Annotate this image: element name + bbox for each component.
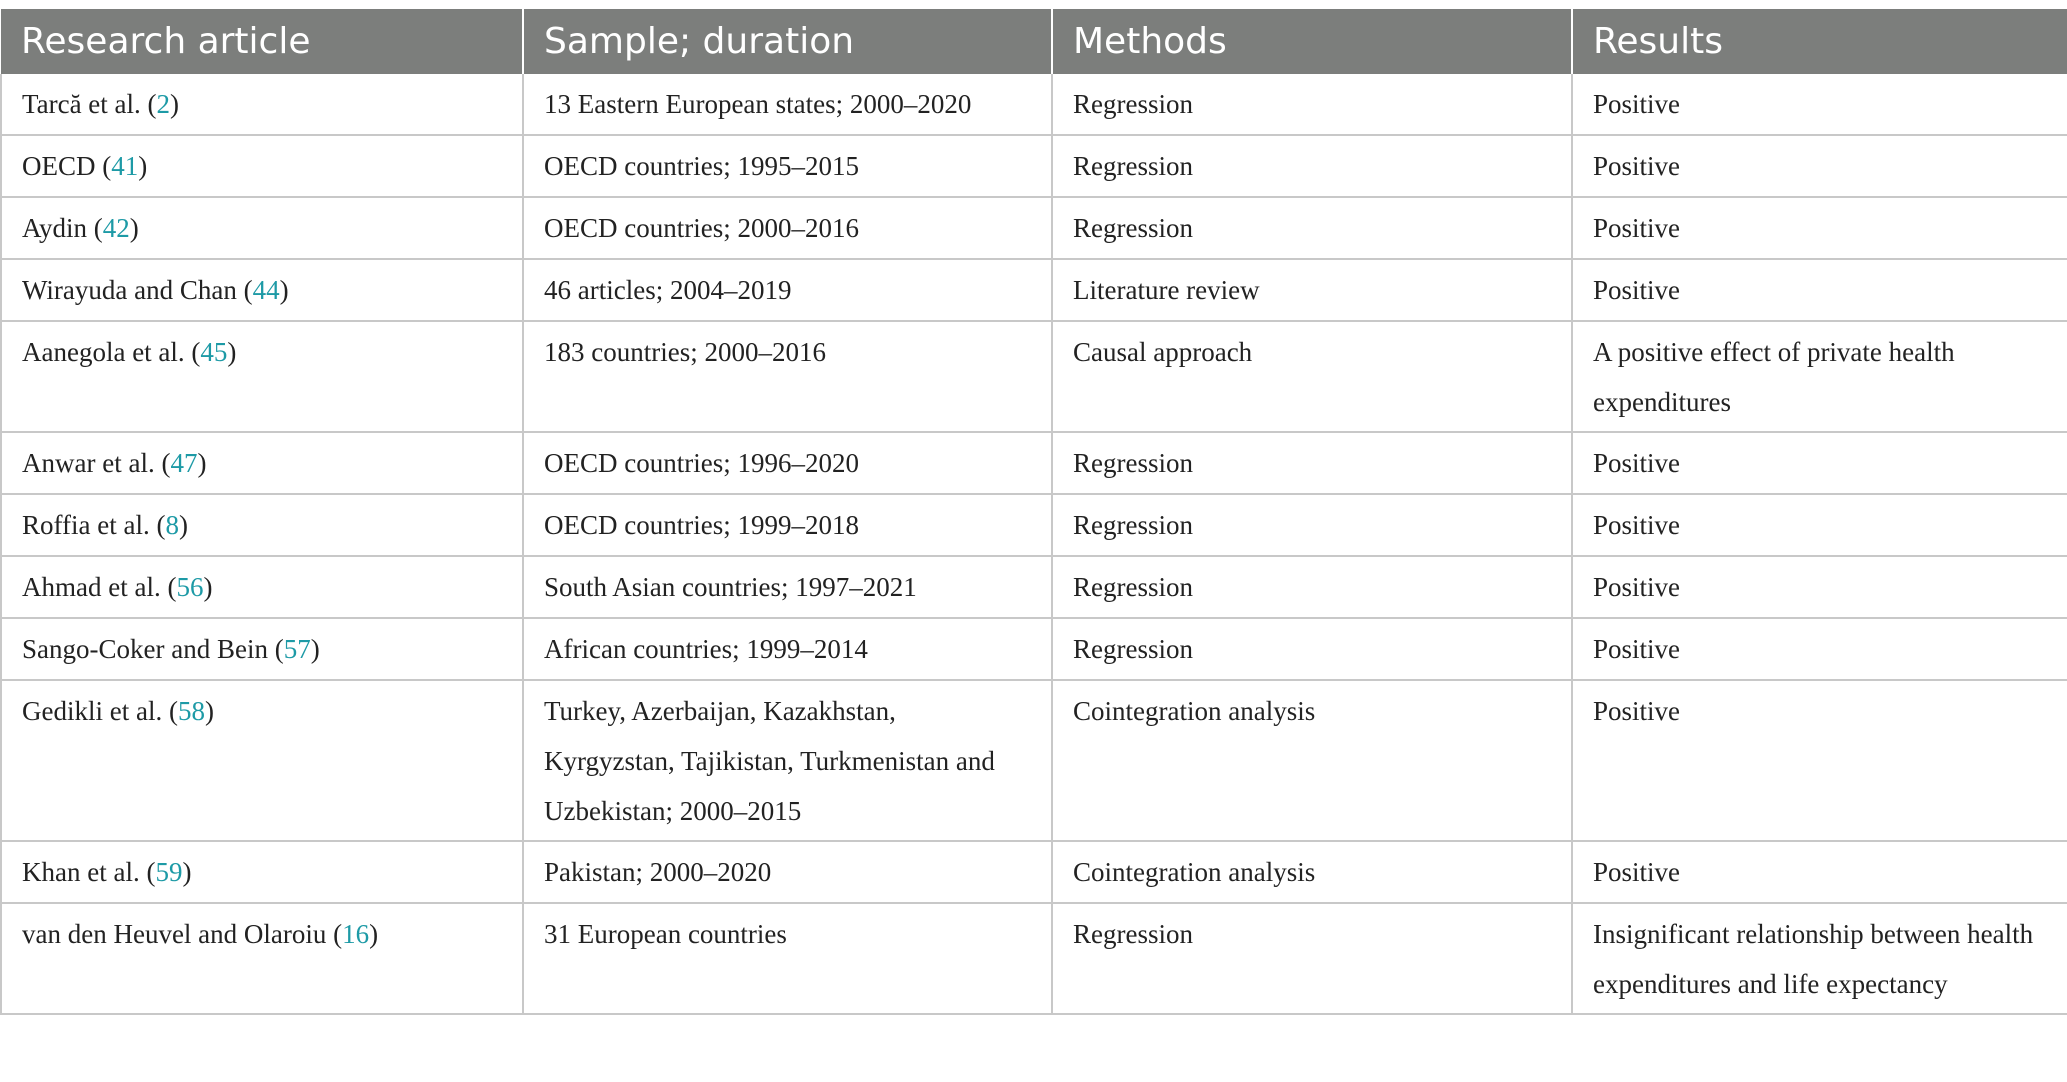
header-methods: Methods — [1052, 9, 1572, 74]
table-row — [1, 680, 2067, 841]
cell-article — [1, 135, 523, 197]
cell-article — [1, 618, 523, 680]
cell-method — [1052, 680, 1572, 841]
author-text: Ahmad et al. ( — [22, 572, 177, 602]
method-text: Regression — [1073, 89, 1193, 119]
cell-method — [1052, 135, 1572, 197]
cell-sample — [523, 74, 1052, 135]
cell-article — [1, 680, 523, 841]
method-text: Cointegration analysis — [1073, 857, 1316, 887]
table-row — [1, 903, 2067, 1014]
table-row — [1, 135, 2067, 197]
reference-link[interactable]: 2 — [156, 89, 171, 119]
reference-link[interactable]: 44 — [252, 275, 280, 305]
result-text: Positive — [1593, 857, 1681, 887]
cell-sample — [523, 841, 1052, 903]
author-text: van den Heuvel and Olaroiu ( — [22, 919, 343, 949]
cell-result — [1572, 680, 2067, 841]
result-text: Positive — [1593, 275, 1681, 305]
reference-link[interactable]: 8 — [165, 510, 179, 540]
result-text: Positive — [1593, 696, 1681, 726]
literature-review-table — [0, 9, 2067, 1015]
table-header — [1, 9, 2067, 74]
table-row — [1, 618, 2067, 680]
sample-text: OECD countries; 1995–2015 — [544, 151, 859, 181]
result-text: Positive — [1593, 510, 1681, 540]
reference-link[interactable]: 41 — [111, 151, 139, 181]
method-text: Regression — [1073, 510, 1193, 540]
result-text: A positive effect of private health expenditures — [1593, 337, 1955, 417]
table-row — [1, 556, 2067, 618]
cell-method — [1052, 618, 1572, 680]
sample-text: OECD countries; 2000–2016 — [544, 213, 859, 243]
cell-method — [1052, 74, 1572, 135]
author-text: Wirayuda and Chan ( — [22, 275, 253, 305]
cell-method — [1052, 903, 1572, 1014]
cell-article — [1, 197, 523, 259]
header-research-article: Research article — [1, 9, 523, 74]
author-text: OECD ( — [22, 151, 112, 181]
paren-close: ) — [227, 337, 237, 367]
sample-text: African countries; 1999–2014 — [544, 634, 868, 664]
cell-result — [1572, 74, 2067, 135]
author-text: Aanegola et al. ( — [22, 337, 201, 367]
cell-sample — [523, 556, 1052, 618]
paren-close: ) — [178, 510, 188, 540]
cell-sample — [523, 618, 1052, 680]
paren-close: ) — [203, 572, 213, 602]
cell-article — [1, 494, 523, 556]
method-text: Regression — [1073, 448, 1193, 478]
table-row — [1, 74, 2067, 135]
author-text: Anwar et al. ( — [22, 448, 171, 478]
cell-result — [1572, 841, 2067, 903]
method-text: Cointegration analysis — [1073, 696, 1316, 726]
method-text: Regression — [1073, 151, 1193, 181]
cell-sample — [523, 197, 1052, 259]
result-text: Positive — [1593, 572, 1681, 602]
paren-close: ) — [129, 213, 139, 243]
cell-article — [1, 74, 523, 135]
cell-result — [1572, 618, 2067, 680]
paren-close: ) — [170, 89, 180, 119]
author-text: Khan et al. ( — [22, 857, 156, 887]
author-text: Tarcă et al. ( — [22, 89, 157, 119]
sample-text: 31 European countries — [544, 919, 787, 949]
cell-result — [1572, 432, 2067, 494]
cell-method — [1052, 556, 1572, 618]
paren-close: ) — [279, 275, 289, 305]
cell-result — [1572, 321, 2067, 432]
cell-article — [1, 432, 523, 494]
table-row — [1, 432, 2067, 494]
result-text: Insignificant relationship between health expenditures and life expectancy — [1593, 919, 2034, 999]
table-row — [1, 494, 2067, 556]
method-text: Literature review — [1073, 275, 1260, 305]
table-row — [1, 321, 2067, 432]
reference-link[interactable]: 56 — [176, 572, 204, 602]
cell-article — [1, 321, 523, 432]
cell-sample — [523, 903, 1052, 1014]
result-text: Positive — [1593, 89, 1681, 119]
cell-sample — [523, 680, 1052, 841]
cell-sample — [523, 321, 1052, 432]
reference-link[interactable]: 45 — [200, 337, 228, 367]
cell-article — [1, 903, 523, 1014]
sample-text: South Asian countries; 1997–2021 — [544, 572, 917, 602]
cell-result — [1572, 259, 2067, 321]
reference-link[interactable]: 42 — [102, 213, 130, 243]
author-text: Sango-Coker and Bein ( — [22, 634, 284, 664]
sample-text: Turkey, Azerbaijan, Kazakhstan, Kyrgyzstan, Tajikistan, Turkmenistan and Uzbekistan; 2000–2015 — [544, 696, 995, 826]
cell-article — [1, 556, 523, 618]
result-text: Positive — [1593, 448, 1681, 478]
cell-article — [1, 259, 523, 321]
cell-result — [1572, 494, 2067, 556]
method-text: Regression — [1073, 213, 1193, 243]
method-text: Regression — [1073, 634, 1193, 664]
table-row — [1, 841, 2067, 903]
sample-text: Pakistan; 2000–2020 — [544, 857, 772, 887]
method-text: Regression — [1073, 919, 1193, 949]
cell-sample — [523, 259, 1052, 321]
cell-sample — [523, 432, 1052, 494]
author-text: Gedikli et al. ( — [22, 696, 178, 726]
reference-link[interactable]: 58 — [177, 696, 205, 726]
header-results: Results — [1572, 9, 2067, 74]
cell-method — [1052, 494, 1572, 556]
reference-link[interactable]: 47 — [170, 448, 198, 478]
literature-table-container — [0, 9, 2067, 1015]
header-sample-duration: Sample; duration — [523, 9, 1052, 74]
cell-method — [1052, 841, 1572, 903]
cell-method — [1052, 259, 1572, 321]
sample-text: OECD countries; 1996–2020 — [544, 448, 859, 478]
table-row — [1, 197, 2067, 259]
author-text: Roffia et al. ( — [22, 510, 166, 540]
paren-close: ) — [197, 448, 207, 478]
paren-close: ) — [369, 919, 379, 949]
cell-sample — [523, 135, 1052, 197]
sample-text: 183 countries; 2000–2016 — [544, 337, 826, 367]
reference-link[interactable]: 57 — [283, 634, 311, 664]
reference-link[interactable]: 59 — [155, 857, 183, 887]
paren-close: ) — [138, 151, 148, 181]
reference-link[interactable]: 16 — [342, 919, 370, 949]
paren-close: ) — [310, 634, 320, 664]
sample-text: 13 Eastern European states; 2000–2020 — [544, 89, 972, 119]
cell-result — [1572, 556, 2067, 618]
result-text: Positive — [1593, 151, 1681, 181]
paren-close: ) — [182, 857, 192, 887]
result-text: Positive — [1593, 213, 1681, 243]
cell-article — [1, 841, 523, 903]
method-text: Causal approach — [1073, 337, 1253, 367]
sample-text: 46 articles; 2004–2019 — [544, 275, 792, 305]
table-body — [1, 74, 2067, 1014]
method-text: Regression — [1073, 572, 1193, 602]
sample-text: OECD countries; 1999–2018 — [544, 510, 859, 540]
author-text: Aydin ( — [22, 213, 103, 243]
table-row — [1, 259, 2067, 321]
cell-method — [1052, 432, 1572, 494]
cell-method — [1052, 321, 1572, 432]
cell-method — [1052, 197, 1572, 259]
cell-result — [1572, 135, 2067, 197]
header-row — [1, 9, 2067, 74]
paren-close: ) — [204, 696, 214, 726]
cell-result — [1572, 903, 2067, 1014]
cell-result — [1572, 197, 2067, 259]
cell-sample — [523, 494, 1052, 556]
result-text: Positive — [1593, 634, 1681, 664]
